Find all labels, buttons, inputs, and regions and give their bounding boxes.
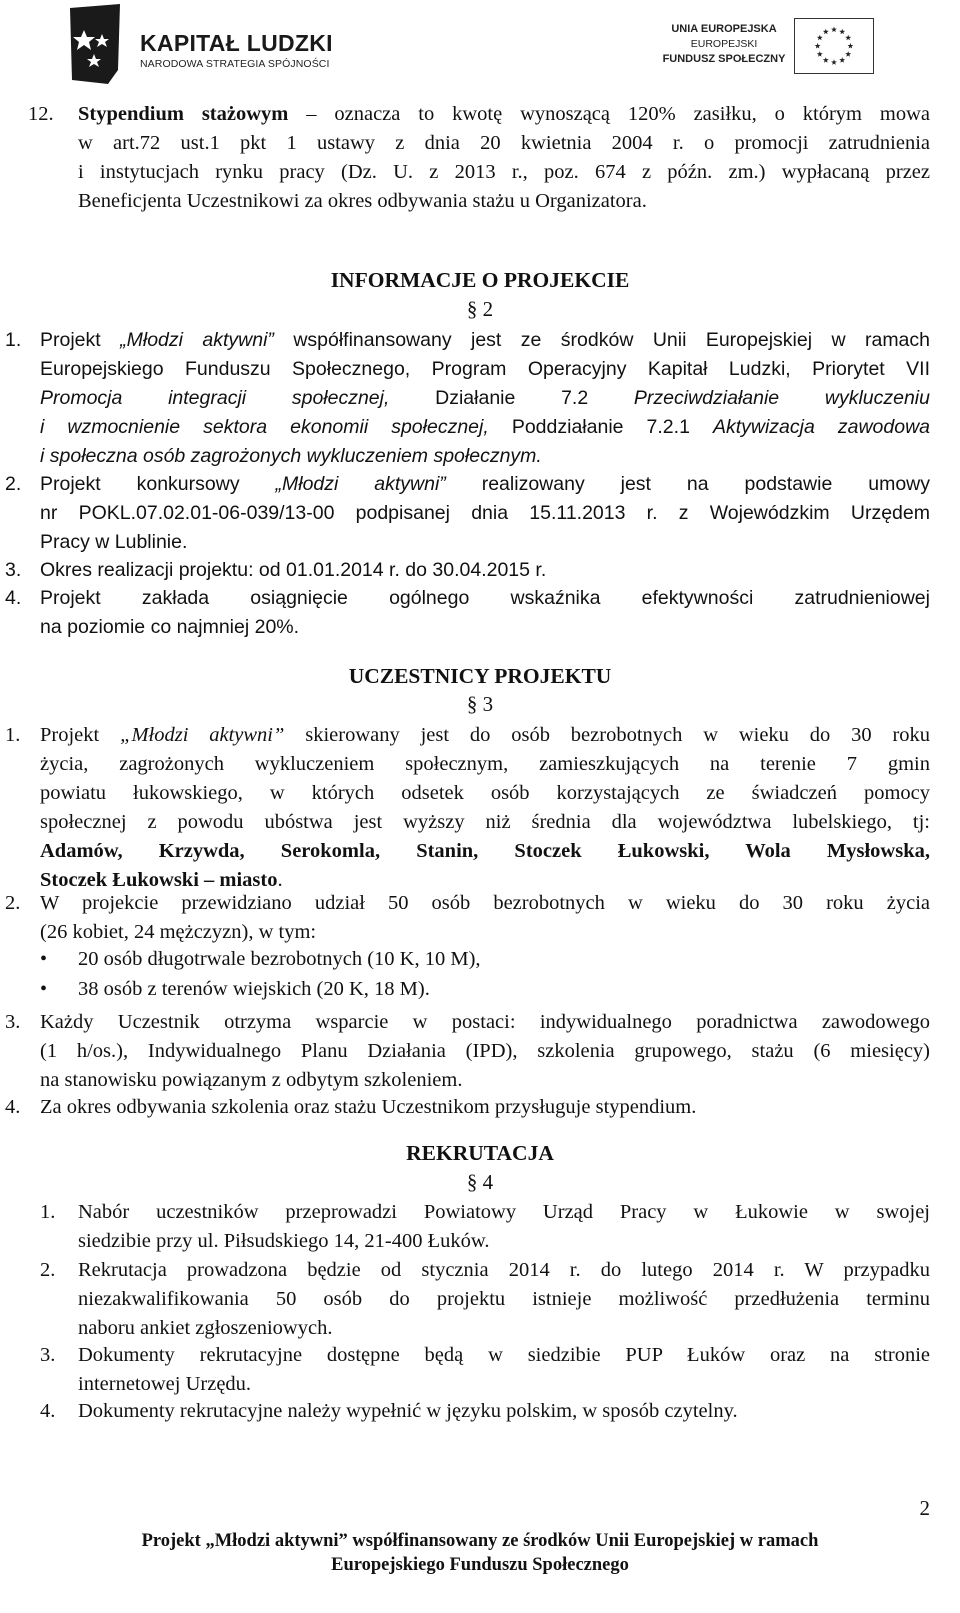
text-run: (1 h/os.), Indywidualnego Planu Działania (IPD), szkolenia grupowego, stażu (6 miesięcy)	[40, 1040, 930, 1062]
paragraph-number: § 4	[466, 1170, 494, 1194]
text-run: współfinansowany jest ze środków Unii Europejskiej w ramach	[273, 329, 930, 351]
text-run: i instytucjach rynku pracy (Dz. U. z 2013 r., poz. 674 z późn. zm.) wypłacaną przez	[78, 161, 930, 183]
item-number: 3.	[40, 1344, 56, 1366]
text-run: Dokumenty rekrutacyjne należy wypełnić w języku polskim, w sposób czytelny.	[78, 1400, 738, 1422]
eu-star-icon	[831, 59, 837, 65]
text-line	[78, 1370, 930, 1399]
eu-star-icon	[817, 51, 823, 57]
text-line	[40, 1008, 930, 1037]
text-line	[40, 442, 930, 471]
page-number: 2	[919, 1496, 930, 1520]
item-text	[40, 326, 930, 471]
eu-star-icon	[815, 43, 821, 49]
footer-line1: Projekt „Młodzi aktywni” współfinansowany ze środków Unii Europejskiej w ramach	[141, 1531, 819, 1551]
text-run: W projekcie przewidziano udział 50 osób bezrobotnych w wieku do 30 roku życia	[40, 892, 930, 914]
text-line	[78, 187, 930, 216]
text-run: społecznej z powodu ubóstwa jest wyższy niż średnia dla województwa lubelskiego, tj:	[40, 811, 930, 833]
text-line	[40, 779, 930, 808]
text-run: nr POKL.07.02.01-06-039/13-00 podpisanej dnia 15.11.2013 r. z Wojewódzkim Urzędem	[40, 502, 930, 524]
item-number: 4.	[5, 1096, 21, 1118]
text-line	[78, 129, 930, 158]
eu-logo-text	[662, 22, 786, 67]
text-line	[40, 1066, 930, 1095]
text-run: niezakwalifikowania 50 osób do projektu istnieje możliwość przedłużenia terminu	[78, 1288, 930, 1310]
eu-logo-line1: UNIA EUROPEJSKA	[671, 23, 777, 35]
item-number: 2.	[5, 892, 21, 914]
text-run: Projekt konkursowy	[40, 473, 276, 495]
item-number: 3.	[5, 559, 22, 581]
page-footer	[0, 1529, 960, 1577]
text-line	[40, 413, 930, 442]
text-line	[78, 158, 930, 187]
section-heading: REKRUTACJA	[406, 1141, 554, 1165]
text-run: skierowany jest do osób bezrobotnych w wieku do 30 roku	[284, 724, 931, 746]
text-run: Projekt	[40, 724, 121, 746]
italic-text: Promocja integracji społecznej,	[40, 387, 390, 409]
item-text	[40, 556, 930, 585]
text-line	[40, 750, 930, 779]
text-line	[40, 326, 930, 355]
text-line	[40, 889, 930, 918]
text-line	[78, 100, 930, 129]
bullet-item: 20 osób długotrwale bezrobotnych (10 K, 10 M),	[78, 948, 481, 970]
kapital-ludzki-logo	[64, 4, 364, 86]
text-run: Pracy w Lublinie.	[40, 531, 188, 553]
text-line	[40, 808, 930, 837]
paragraph-number: § 3	[466, 692, 494, 716]
eu-flag-icon	[794, 18, 874, 74]
kapital-ludzki-title: KAPITAŁ LUDZKI	[140, 30, 333, 56]
item-number: 4.	[5, 587, 22, 609]
text-run: Beneficjenta Uczestnikowi za okres odbywania stażu u Organizatora.	[78, 190, 647, 212]
item-text	[40, 1093, 930, 1122]
italic-text: i społeczna osób zagrożonych wykluczeniem społecznym.	[40, 445, 542, 467]
footer-line2: Europejskiego Funduszu Społecznego	[331, 1555, 629, 1575]
section-heading: UCZESTNICY PROJEKTU	[348, 664, 612, 688]
text-line	[78, 1314, 930, 1343]
text-line	[40, 721, 930, 750]
text-run: na stanowisku powiązanym z odbytym szkoleniem.	[40, 1069, 463, 1091]
eu-star-icon	[839, 57, 845, 63]
text-run: Nabór uczestników przeprowadzi Powiatowy Urząd Pracy w Łukowie w swojej	[78, 1201, 930, 1223]
text-line	[40, 470, 930, 499]
page-header	[0, 0, 960, 95]
bullet-icon: •	[40, 978, 48, 1000]
text-line	[40, 556, 930, 585]
text-line	[40, 499, 930, 528]
item-text	[40, 721, 930, 895]
text-run: Projekt	[40, 329, 121, 351]
text-run: Okres realizacji projektu: od 01.01.2014 r. do 30.04.2015 r.	[40, 559, 547, 581]
eu-star-icon	[839, 29, 845, 35]
item-number: 12.	[28, 103, 54, 125]
kapital-ludzki-emblem-icon	[64, 4, 126, 86]
text-run: Projekt zakłada osiągnięcie ogólnego wskaźnika efektywności zatrudnieniowej	[40, 587, 930, 609]
item-text	[40, 889, 930, 947]
eu-logo-line2: EUROPEJSKI	[690, 38, 758, 50]
italic-text: „Młodzi aktywni”	[120, 329, 274, 351]
text-line	[78, 1397, 930, 1426]
text-line	[40, 837, 930, 866]
text-line	[78, 1198, 930, 1227]
text-line	[40, 1037, 930, 1066]
italic-text: „Młodzi aktywni”	[275, 473, 446, 495]
text-run: powiatu łukowskiego, w których odsetek osób korzystających ze świadczeń pomocy	[40, 782, 930, 804]
text-line	[78, 1227, 930, 1256]
item-number: 4.	[40, 1400, 56, 1422]
text-run: internetowej Urzędu.	[78, 1373, 252, 1395]
text-run: naboru ankiet zgłoszeniowych.	[78, 1317, 333, 1339]
item-number: 2.	[5, 473, 22, 495]
text-line	[78, 1256, 930, 1285]
italic-text: i wzmocnienie sektora ekonomii społecznej,	[40, 416, 489, 438]
eu-star-icon	[817, 35, 823, 41]
eu-star-icon	[845, 35, 851, 41]
bold-text: Stypendium stażowym	[78, 103, 289, 125]
text-run: (26 kobiet, 24 mężczyzn), w tym:	[40, 921, 317, 943]
text-line	[78, 1285, 930, 1314]
text-run: realizowany jest na podstawie umowy	[445, 473, 930, 495]
text-run: Europejskiego Funduszu Społecznego, Program Operacyjny Kapitał Ludzki, Priorytet VII	[40, 358, 930, 380]
item-text	[40, 1008, 930, 1095]
text-line	[40, 584, 930, 613]
text-run: Za okres odbywania szkolenia oraz stażu Uczestnikom przysługuje stypendium.	[40, 1096, 697, 1118]
text-run: Poddziałanie 7.2.1	[488, 416, 713, 438]
text-run: Dokumenty rekrutacyjne dostępne będą w siedzibie PUP Łuków oraz na stronie	[78, 1344, 930, 1366]
item-text	[78, 1397, 930, 1426]
item-text	[78, 1341, 930, 1399]
text-run: .	[277, 869, 283, 891]
text-run: na poziomie co najmniej 20%.	[40, 616, 300, 638]
text-line	[40, 1093, 930, 1122]
item-text	[40, 470, 930, 557]
text-run: Rekrutacja prowadzona będzie od stycznia 2014 r. do lutego 2014 r. W przypadku	[78, 1259, 930, 1281]
eu-star-icon	[845, 51, 851, 57]
eu-star-icon	[823, 29, 829, 35]
item-number: 1.	[5, 724, 21, 746]
text-line	[40, 384, 930, 413]
bullet-icon: •	[40, 948, 48, 970]
italic-text: Aktywizacja zawodowa	[712, 416, 931, 438]
text-line	[40, 613, 930, 642]
text-run: – oznacza to kwotę wynoszącą 120% zasiłku, o którym mowa	[288, 103, 930, 125]
text-line	[78, 1341, 930, 1370]
eu-star-icon	[823, 57, 829, 63]
bold-text: Adamów, Krzywda, Serokomla, Stanin, Stoczek Łukowski, Wola Mysłowska,	[40, 840, 930, 862]
section-heading: INFORMACJE O PROJEKCIE	[330, 268, 630, 292]
eu-logo-line3: FUNDUSZ SPOŁECZNY	[662, 53, 786, 65]
italic-text: Przeciwdziałanie wykluczeniu	[633, 387, 930, 409]
item-text	[78, 1198, 930, 1256]
item-number: 1.	[40, 1201, 56, 1223]
item-number: 3.	[5, 1011, 21, 1033]
text-run: Działanie 7.2	[389, 387, 634, 409]
kapital-ludzki-subtitle: NARODOWA STRATEGIA SPÓJNOŚCI	[140, 58, 330, 70]
item-text	[40, 584, 930, 642]
text-line	[40, 918, 930, 947]
eu-efs-logo	[662, 18, 892, 78]
paragraph-number: § 2	[466, 297, 494, 321]
eu-star-icon	[847, 43, 853, 49]
text-line	[40, 528, 930, 557]
text-run: w art.72 ust.1 pkt 1 ustawy z dnia 20 kwietnia 2004 r. o promocji zatrudnienia	[78, 132, 930, 154]
item-text	[78, 100, 930, 216]
bullet-item: 38 osób z terenów wiejskich (20 K, 18 M).	[78, 978, 430, 1000]
text-run: życia, zagrożonych wykluczeniem społecznym, zamieszkujących na terenie 7 gmin	[40, 753, 930, 775]
bold-text: Stoczek Łukowski – miasto	[40, 869, 278, 891]
text-line	[40, 355, 930, 384]
text-run: Każdy Uczestnik otrzyma wsparcie w postaci: indywidualnego poradnictwa zawodowego	[40, 1011, 930, 1033]
italic-text: „Młodzi aktywni”	[120, 724, 285, 746]
item-number: 2.	[40, 1259, 56, 1281]
item-text	[78, 1256, 930, 1343]
text-run: siedzibie przy ul. Piłsudskiego 14, 21-400 Łuków.	[78, 1230, 490, 1252]
item-number: 1.	[5, 329, 22, 351]
eu-star-icon	[831, 27, 837, 33]
